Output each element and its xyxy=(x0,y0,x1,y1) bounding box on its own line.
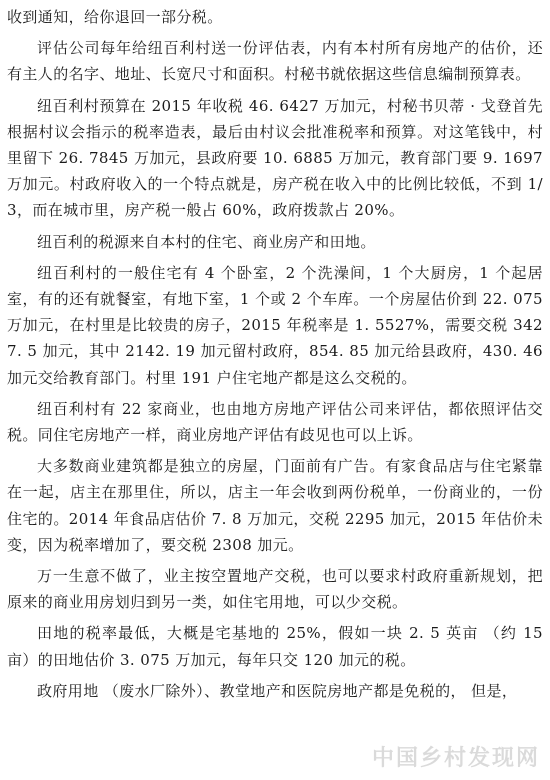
paragraph: 纽百利村有 22 家商业，也由地方房地产评估公司来评估，都依照评估交税。同住宅房地产一样，商业房地产评估有歧见也可以上诉。 xyxy=(7,399,543,445)
paragraph: 纽百利村的一般住宅有 4 个卧室，2 个洗澡间，1 个大厨房，1 个起居室，有的还有就餐室，有地下室，1 个或 2 个车库。一个房屋估价到 22. 075 万加元，在村里是比较贵的房子，2015 年税率是 1. 5527%，需要交税 3427. 5 加元，其中 2142. 19 加元留村政府，854. 85 加元给县政府，430. 46 加元交给教育部门。村里 191 户住宅地产都是这么交税的。 xyxy=(7,263,543,387)
paragraph: 纽百利村预算在 2015 年收税 46. 6427 万加元，村秘书贝蒂 · 戈登首先根据村议会指示的税率造表，最后由村议会批准税率和预算。对这笔钱中，村里留下 26. 7845 万加元，县政府要 10. 6885 万加元，教育部门要 9. 1697 万加元。村政府收入的一个特点就是，房产税在收入中的比例比较低，不到 1/3，而在城市里，房产税一般占 60%，政府拨款占 20%。 xyxy=(7,96,543,220)
paragraph: 纽百利的税源来自本村的住宅、商业房产和田地。 xyxy=(37,232,376,251)
paragraph: 政府用地 （废水厂除外）、教堂地产和医院房地产都是免税的， 但是， xyxy=(37,681,518,700)
paragraph: 收到通知，给你退回一部分税。 xyxy=(7,8,223,26)
document-page xyxy=(7,4,543,709)
paragraph: 万一生意不做了，业主按空置地产交税，也可以要求村政府重新规划，把原来的商业用房划归到另一类，如住宅用地，可以少交税。 xyxy=(7,567,543,612)
watermark: 中国乡村发现网 xyxy=(371,746,540,771)
paragraph: 田地的税率最低，大概是宅基地的 25%，假如一块 2. 5 英亩 （约 15 亩）的田地估价 3. 075 万加元，每年只交 120 加元的税。 xyxy=(7,624,543,669)
paragraph: 大多数商业建筑都是独立的房屋，门面前有广告。有家食品店与住宅紧靠在一起，店主在那里住，所以，店主一年会收到两份税单，一份商业的，一份住宅的。2014 年食品店估价 7. 8 万加元，交税 2295 加元，2015 年估价未变，因为税率增加了，要交税 2308 加元。 xyxy=(7,457,543,554)
paragraph: 评估公司每年给纽百利村送一份评估表，内有本村所有房地产的估价，还有主人的名字、地址、长宽尺寸和面积。村秘书就依据这些信息编制预算表。 xyxy=(7,39,543,84)
